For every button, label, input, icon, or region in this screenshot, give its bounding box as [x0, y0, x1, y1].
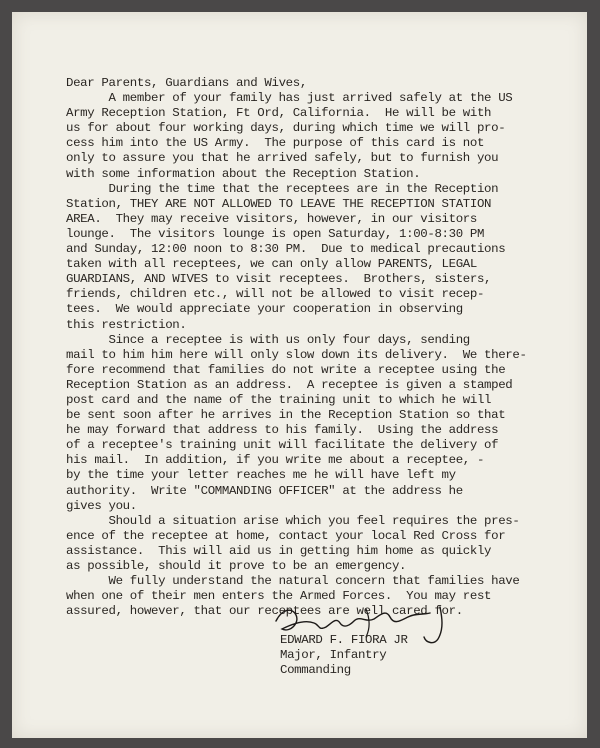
signature-block: [280, 633, 408, 678]
letter-line: tees. We would appreciate your cooperation in observing: [66, 302, 463, 317]
letter-line: gives you.: [66, 498, 137, 513]
letter-line: Reception Station as an address. A receptee is given a stamped: [66, 377, 513, 392]
letter-line: Army Reception Station, Ft Ord, California. He will be with: [66, 106, 492, 121]
letter-body: [66, 76, 556, 619]
signer-name: EDWARD F. FIORA JR: [280, 633, 408, 647]
letter-line: post card and the name of the training unit to which he will: [66, 392, 492, 407]
letter-line: friends, children etc., will not be allowed to visit recep-: [66, 287, 485, 302]
letter-line: Dear Parents, Guardians and Wives,: [66, 76, 307, 90]
letter-line: us for about four working days, during which time we will pro-: [66, 121, 506, 136]
letter-line: A member of your family has just arrived safely at the US: [66, 91, 513, 106]
letter-line: GUARDIANS, AND WIVES to visit receptees. Brothers, sisters,: [66, 272, 492, 287]
letter-line: lounge. The visitors lounge is open Saturday, 1:00-8:30 PM: [66, 226, 485, 241]
letter-line: taken with all receptees, we can only allow PARENTS, LEGAL: [66, 257, 477, 272]
letter-paper: [12, 12, 587, 738]
letter-line: fore recommend that families do not write a receptee using the: [66, 362, 506, 377]
letter-line: of a receptee's training unit will facilitate the delivery of: [66, 438, 499, 453]
letter-line: by the time your letter reaches me he will have left my: [66, 468, 456, 483]
letter-line: During the time that the receptees are in the Reception: [66, 181, 499, 196]
signer-title: Commanding: [280, 663, 351, 678]
letter-line: mail to him him here will only slow down its delivery. We there-: [66, 347, 527, 362]
letter-line: cess him into the US Army. The purpose of this card is not: [66, 136, 485, 151]
letter-line: as possible, should it prove to be an emergency.: [66, 559, 407, 573]
letter-line: AREA. They may receive visitors, however, in our visitors: [66, 211, 477, 226]
letter-line: authority. Write "COMMANDING OFFICER" at the address he: [66, 483, 463, 498]
letter-line: Station, THEY ARE NOT ALLOWED TO LEAVE THE RECEPTION STATION: [66, 196, 492, 211]
letter-line: assistance. This will aid us in getting him home as quickly: [66, 543, 492, 558]
letter-line: ence of the receptee at home, contact your local Red Cross for: [66, 528, 506, 543]
letter-line: Since a receptee is with us only four days, sending: [66, 332, 470, 347]
letter-line: with some information about the Reception Station.: [66, 166, 421, 181]
letter-line: his mail. In addition, if you write me about a receptee, -: [66, 453, 485, 468]
letter-line: this restriction.: [66, 317, 187, 332]
letter-line: only to assure you that he arrived safely, but to furnish you: [66, 151, 499, 166]
letter-line: he may forward that address to his family. Using the address: [66, 423, 499, 438]
letter-line: when one of their men enters the Armed Forces. You may rest: [66, 589, 492, 604]
letter-line: assured, however, that our receptees are well cared for.: [66, 604, 463, 619]
letter-line: Should a situation arise which you feel requires the pres-: [66, 513, 520, 528]
letter-line: be sent soon after he arrives in the Reception Station so that: [66, 408, 506, 423]
letter-line: We fully understand the natural concern that families have: [66, 574, 520, 589]
letter-line: and Sunday, 12:00 noon to 8:30 PM. Due to medical precautions: [66, 242, 506, 257]
signer-rank: Major, Infantry: [280, 648, 387, 663]
